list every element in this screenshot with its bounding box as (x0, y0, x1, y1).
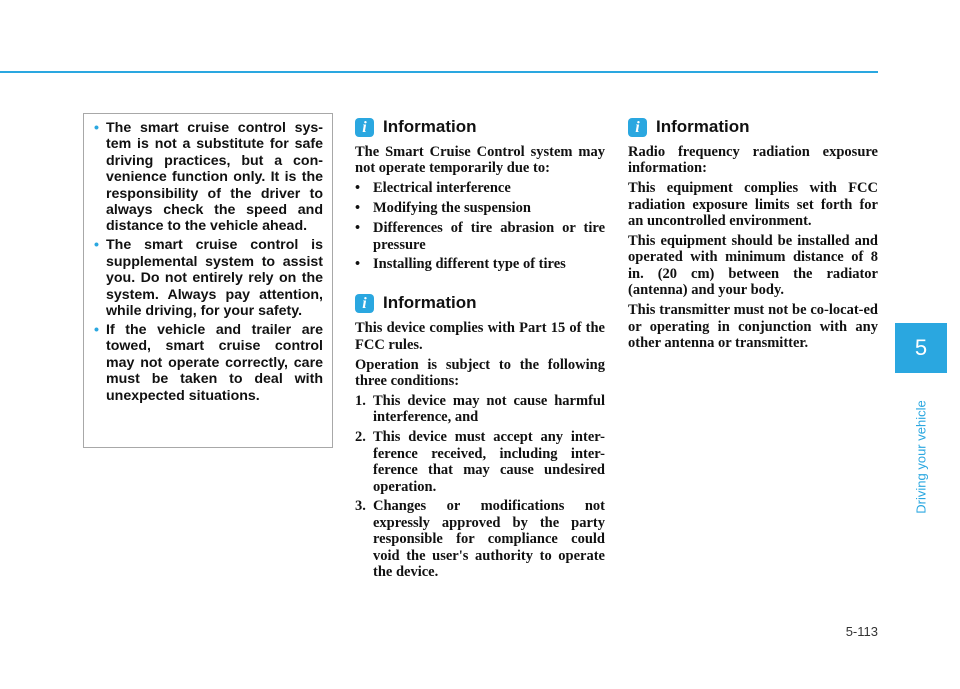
bullet-icon: • (94, 237, 99, 254)
info-section-fcc (355, 292, 605, 580)
column-right (628, 116, 878, 355)
warning-item (94, 322, 323, 404)
warning-item (94, 120, 323, 235)
warning-item (94, 237, 323, 319)
list-item-text: Changes or modifications not expressly approved by the party responsible for compliance could void the user's authority to operate the device. (373, 498, 605, 581)
list-item-text: Electrical interference (373, 180, 511, 197)
warning-list (94, 120, 323, 404)
list-item (355, 220, 605, 253)
list-item (355, 393, 605, 426)
warning-text: If the vehicle and trailer are towed, smart cruise control may not operate correctly, care must be taken to deal with unexpected situations. (106, 321, 323, 404)
list-item-text: This device must accept any inter-ference received, including inter-ference that may cause undesired operation. (373, 429, 605, 495)
info-title: Information (656, 116, 750, 136)
column-middle (355, 116, 605, 584)
info-heading (628, 116, 878, 138)
cause-list (355, 180, 605, 273)
page-number: 5-113 (845, 624, 878, 639)
bullet-icon: • (355, 256, 361, 273)
list-number: 2. (355, 429, 366, 446)
chapter-number-tab: 5 (895, 323, 947, 373)
list-item-text: Installing different type of tires (373, 256, 566, 273)
info-heading (355, 292, 605, 314)
info-intro: The Smart Cruise Control system may not operate temporarily due to: (355, 144, 605, 177)
info-section-interference (355, 116, 605, 273)
list-item-text: This device may not cause harmful interference, and (373, 392, 605, 426)
info-icon: i (355, 294, 374, 313)
list-item (355, 200, 605, 216)
info-heading (355, 116, 605, 138)
info-icon: i (628, 118, 647, 137)
header-rule (0, 71, 878, 73)
bullet-icon: • (355, 220, 361, 237)
info-title: Information (383, 293, 477, 313)
info-paragraph: Operation is subject to the following three conditions: (355, 356, 605, 390)
condition-list (355, 393, 605, 580)
list-item-text: Differences of tire abrasion or tire pressure (373, 220, 605, 253)
warning-box (83, 113, 333, 448)
chapter-title: Driving your vehicle (913, 400, 929, 514)
info-paragraph: This transmitter must not be co-locat-ed or operating in conjunction with any other antenna or transmitter. (628, 302, 878, 351)
bullet-icon: • (355, 180, 361, 197)
info-paragraph: Radio frequency radiation exposure information: (628, 144, 878, 177)
info-paragraph: This equipment complies with FCC radiation exposure limits set forth for an uncontrolled environment. (628, 180, 878, 230)
info-icon: i (355, 118, 374, 137)
info-paragraph: This device complies with Part 15 of the FCC rules. (355, 320, 605, 353)
warning-text: The smart cruise control sys-tem is not a substitute for safe driving practices, but a con-venience function only. It is the responsibility of the driver to always check the speed and distance to the vehicle ahead. (106, 120, 323, 235)
warning-text: The smart cruise control is supplemental system to assist you. Do not entirely rely on the system. Always pay attention, while driving, for your safety. (106, 237, 323, 319)
bullet-icon: • (94, 321, 99, 338)
bullet-icon: • (355, 200, 361, 217)
list-item-text: Modifying the suspension (373, 200, 531, 217)
list-number: 1. (355, 392, 366, 409)
list-item (355, 429, 605, 495)
list-item (355, 498, 605, 580)
list-number: 3. (355, 498, 366, 515)
list-item (355, 180, 605, 196)
info-paragraph: This equipment should be installed and operated with minimum distance of 8 in. (20 cm) between the radiator (antenna) and your body. (628, 233, 878, 299)
list-item (355, 256, 605, 272)
info-section-radiation (628, 116, 878, 351)
bullet-icon: • (94, 120, 99, 136)
info-title: Information (383, 116, 477, 136)
